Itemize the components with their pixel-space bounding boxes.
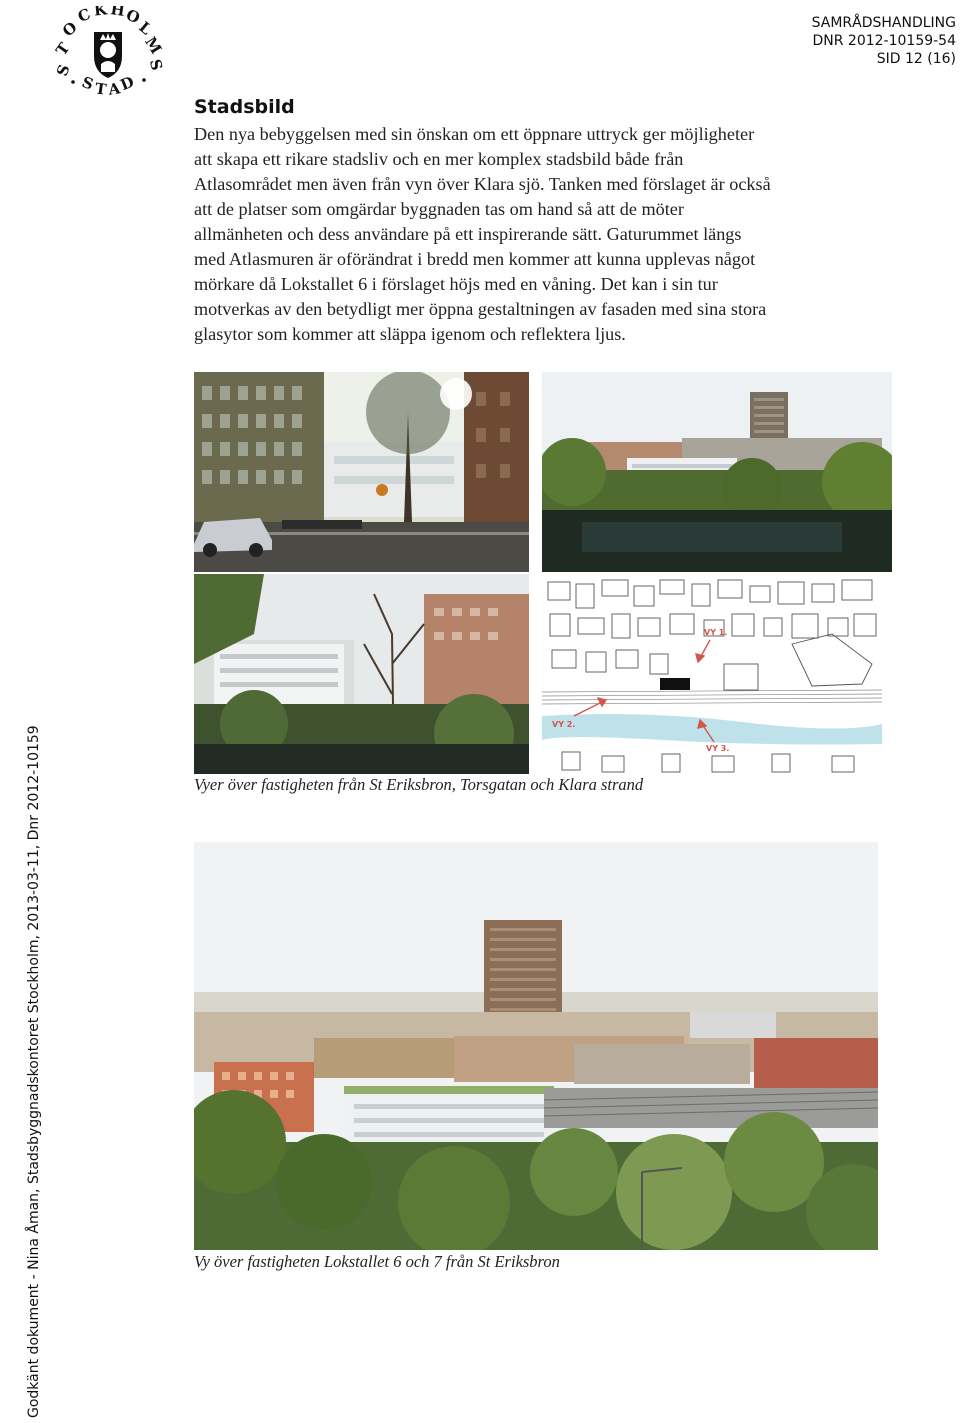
- svg-text:D: D: [117, 72, 137, 95]
- svg-text:S: S: [79, 72, 96, 94]
- svg-text:A: A: [107, 79, 122, 98]
- approval-stamp: Godkänt dokument - Nina Åman, Stadsbyggnadskontoret Stockholm, 2013-03-11, Dnr 2012-10159: [26, 725, 42, 1418]
- photo-street-view: [194, 372, 529, 572]
- svg-text:K: K: [93, 6, 108, 20]
- body-line: med Atlasmuren är oförändrat i bredd men kommer att kunna upplevas något: [194, 249, 756, 269]
- svg-text:L: L: [135, 17, 156, 39]
- svg-text:M: M: [141, 33, 166, 58]
- body-line: glasytor som kommer att släppa igenom och reflektera ljus.: [194, 324, 626, 344]
- photo-water-view: [542, 372, 892, 572]
- body-line: motverkas av den betydligt mer öppna gestaltningen av fasaden med sina stora: [194, 299, 767, 319]
- site-map: [542, 574, 882, 774]
- map-label-vy3: VY 3.: [706, 744, 730, 753]
- svg-text:T: T: [52, 39, 74, 59]
- section-body: [194, 122, 894, 347]
- svg-text:S: S: [52, 62, 74, 79]
- document-number: DNR 2012-10159-54: [812, 33, 956, 49]
- map-label-vy2: VY 2.: [552, 720, 576, 729]
- section-title: Stadsbild: [194, 96, 295, 118]
- document-header: [812, 14, 956, 68]
- svg-text:S: S: [145, 57, 166, 73]
- stockholms-stad-logo: [48, 6, 168, 98]
- body-line: allmänheten och dess användare på ett inspirerande sätt. Gaturummet längs: [194, 224, 742, 244]
- body-line: att skapa ett rikare stadsliv och en mer komplex stadsbild både från: [194, 149, 684, 169]
- views-caption: Vyer över fastigheten från St Eriksbron, Torsgatan och Klara strand: [194, 775, 644, 794]
- svg-text:O: O: [58, 18, 81, 41]
- body-line: Atlasområdet men även från vyn över Klara sjö. Tanken med förslaget är också: [194, 174, 771, 194]
- body-line: Den nya bebyggelsen med sin önskan om ett öppnare uttryck ger möjligheter: [194, 124, 755, 144]
- svg-text:T: T: [93, 79, 108, 98]
- photo-panorama: [194, 842, 878, 1250]
- svg-text:H: H: [109, 6, 126, 20]
- photo-trees-view: [194, 574, 529, 774]
- document-type: SAMRÅDSHANDLING: [811, 15, 956, 31]
- body-line: att de platser som omgärdar byggnaden tas om hand så att de möter: [194, 199, 684, 219]
- panorama-caption: Vy över fastigheten Lokstallet 6 och 7 från St Eriksbron: [194, 1252, 560, 1271]
- svg-text:O: O: [123, 6, 143, 28]
- page-number: SID 12 (16): [876, 51, 956, 67]
- body-line: mörkare då Lokstallet 6 i förslaget höjs med en våning. Det kan i sin tur: [194, 274, 718, 294]
- map-label-vy1: VY 1.: [704, 628, 728, 637]
- svg-text:C: C: [75, 6, 94, 26]
